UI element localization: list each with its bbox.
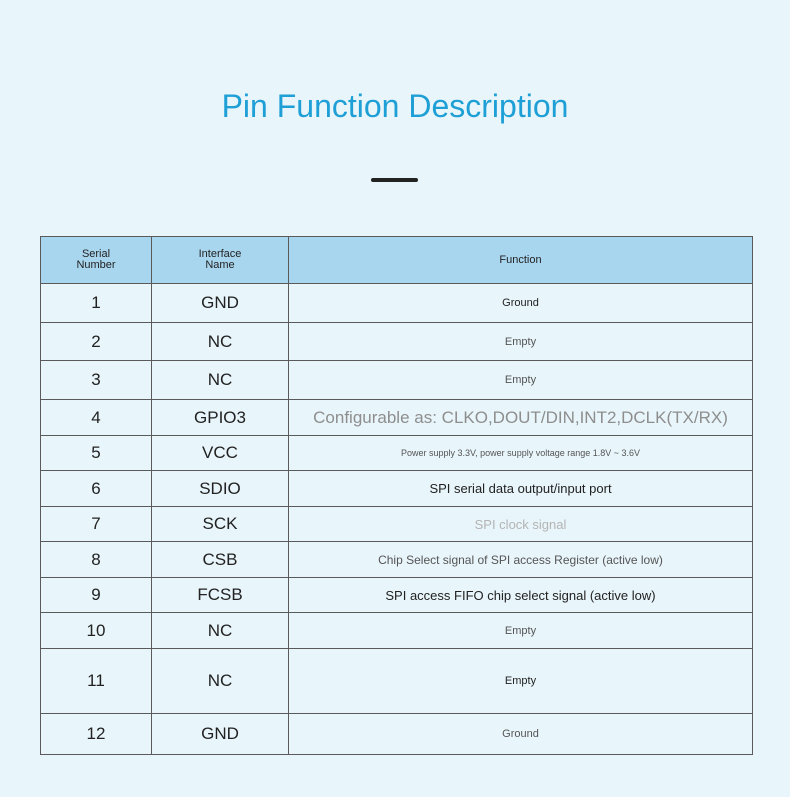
function-cell: SPI access FIFO chip select signal (active low) [289,578,753,613]
header-serial-line2: Number [76,259,116,271]
serial-number-cell: 12 [41,714,152,755]
header-iface-line1: Interface [198,248,242,260]
header-interface-name [152,237,289,284]
table-row [41,323,753,361]
interface-name-cell: SCK [152,507,289,542]
function-cell: Empty [289,649,753,714]
header-serial-number [41,237,152,284]
function-cell: Power supply 3.3V, power supply voltage range 1.8V ~ 3.6V [289,436,753,471]
table-row [41,613,753,649]
interface-name-cell: NC [152,361,289,400]
interface-name-cell: NC [152,323,289,361]
serial-number-cell: 7 [41,507,152,542]
table-row [41,507,753,542]
table-row [41,471,753,507]
table-row [41,649,753,714]
interface-name-cell: SDIO [152,471,289,507]
serial-number-cell: 4 [41,400,152,436]
interface-name-cell: VCC [152,436,289,471]
title-divider [371,178,418,182]
page-title: Pin Function Description [221,88,569,124]
function-cell: Empty [289,323,753,361]
function-cell: SPI clock signal [289,507,753,542]
interface-name-cell: GND [152,284,289,323]
serial-number-cell: 5 [41,436,152,471]
table-row [41,400,753,436]
serial-number-cell: 10 [41,613,152,649]
table-row [41,361,753,400]
table-row [41,578,753,613]
function-cell: Chip Select signal of SPI access Register (active low) [289,542,753,578]
function-cell: Configurable as: CLKO,DOUT/DIN,INT2,DCLK(TX/RX) [289,400,753,436]
function-cell: Empty [289,361,753,400]
table-row [41,284,753,323]
table-header-row [41,237,753,284]
interface-name-cell: GPIO3 [152,400,289,436]
interface-name-cell: GND [152,714,289,755]
table-row [41,714,753,755]
table-row [41,436,753,471]
function-cell: Ground [289,714,753,755]
interface-name-cell: NC [152,649,289,714]
header-serial-line1: Serial [81,248,111,260]
function-cell: SPI serial data output/input port [289,471,753,507]
interface-name-cell: FCSB [152,578,289,613]
header-iface-line2: Name [205,259,235,271]
serial-number-cell: 1 [41,284,152,323]
pin-table [40,236,753,755]
table-row [41,542,753,578]
serial-number-cell: 11 [41,649,152,714]
interface-name-cell: CSB [152,542,289,578]
header-function: Function [289,237,753,284]
function-cell: Empty [289,613,753,649]
serial-number-cell: 6 [41,471,152,507]
serial-number-cell: 9 [41,578,152,613]
serial-number-cell: 3 [41,361,152,400]
interface-name-cell: NC [152,613,289,649]
function-cell: Ground [289,284,753,323]
serial-number-cell: 2 [41,323,152,361]
serial-number-cell: 8 [41,542,152,578]
